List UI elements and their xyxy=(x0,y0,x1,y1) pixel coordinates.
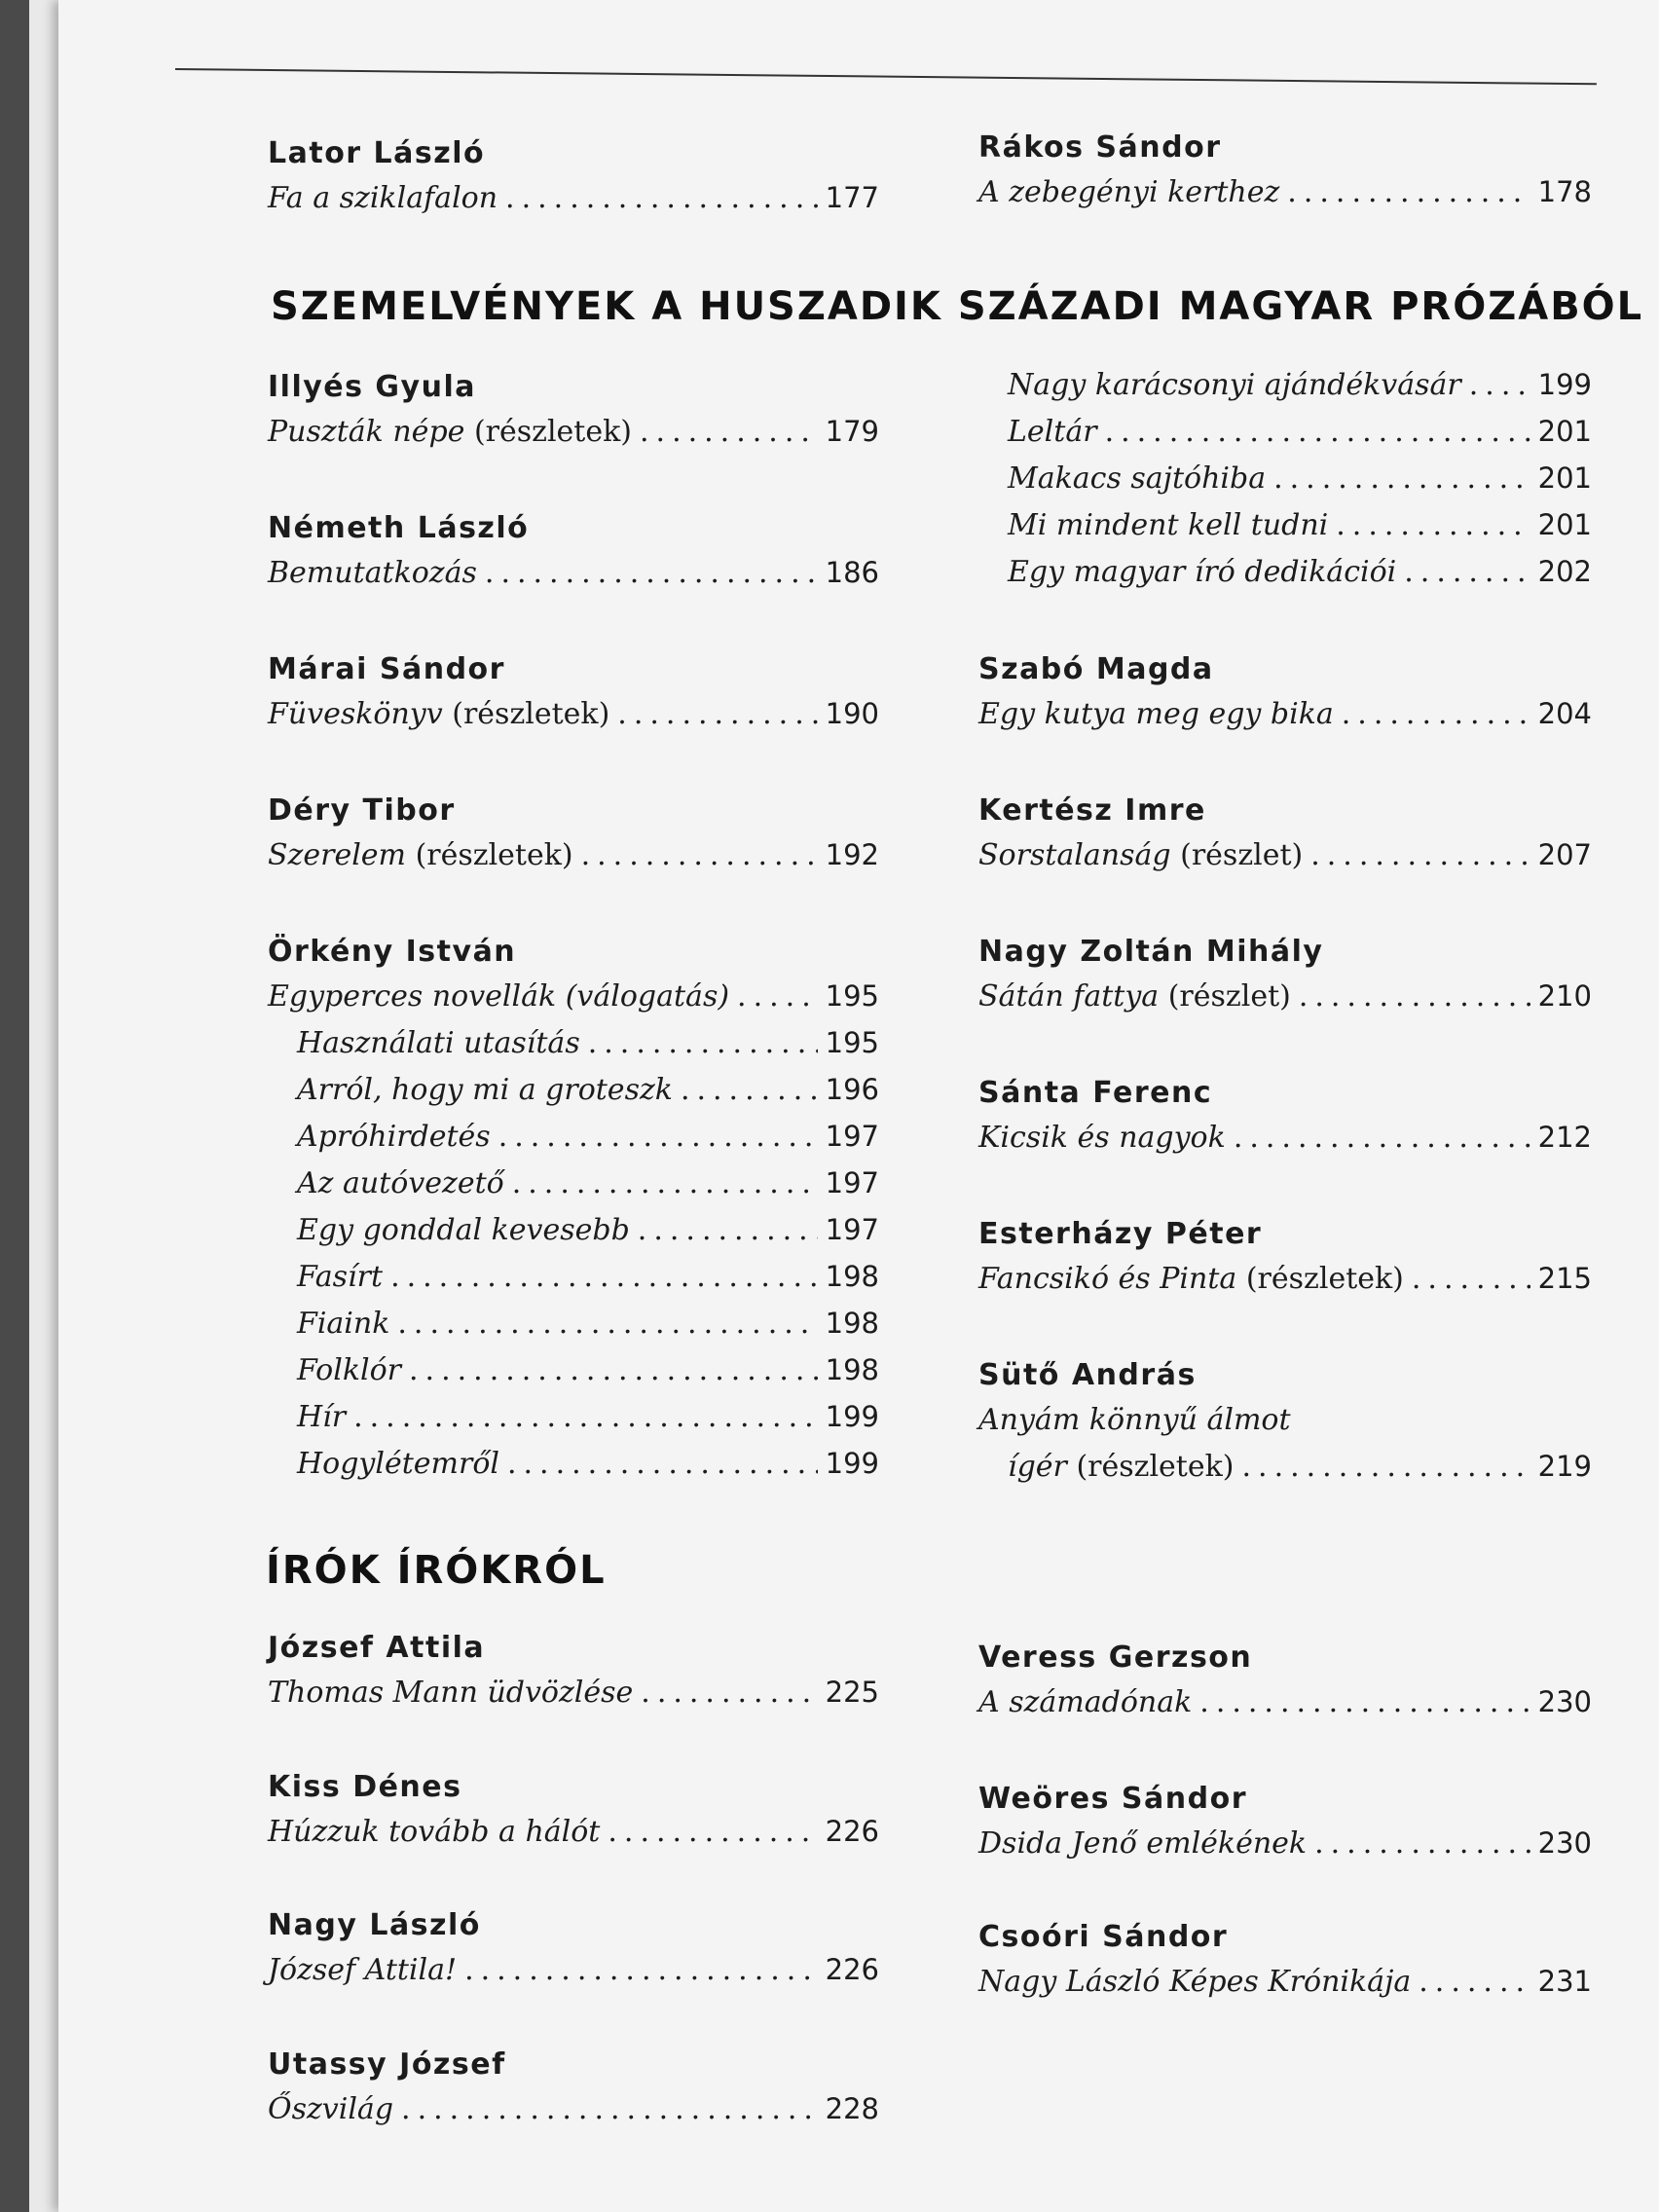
dot-leader xyxy=(498,1120,818,1154)
dot-leader xyxy=(505,181,818,215)
page-number: 231 xyxy=(1537,1965,1592,1998)
toc-subentry xyxy=(1008,461,1592,504)
entry-title: Sorstalanság xyxy=(978,838,1171,872)
dot-leader xyxy=(1105,415,1530,449)
entry-note: (részletek) xyxy=(1245,1262,1404,1296)
dot-leader xyxy=(1242,1450,1530,1484)
dot-leader xyxy=(737,979,818,1014)
toc-entry xyxy=(268,838,879,881)
toc-subentry xyxy=(297,1400,879,1443)
entry-title: József Attila! xyxy=(268,1953,458,1987)
toc-entry xyxy=(978,697,1592,740)
toc-entry xyxy=(268,181,879,224)
page-number: 198 xyxy=(825,1307,879,1340)
entry-title: Dsida Jenő emlékének xyxy=(978,1826,1308,1861)
entry-title: Nagy karácsonyi ajándékvásár xyxy=(1008,368,1461,402)
author-name: Veress Gerzson xyxy=(978,1641,1253,1675)
page-number: 228 xyxy=(825,2092,879,2125)
author-name: Utassy József xyxy=(268,2047,506,2082)
toc-entry xyxy=(268,556,879,599)
dot-leader xyxy=(1199,1685,1530,1719)
toc-entry-line1 xyxy=(978,1403,1592,1446)
dot-leader xyxy=(1469,368,1530,402)
page-number: 199 xyxy=(825,1400,879,1433)
page-number: 199 xyxy=(1537,368,1592,401)
page-number: 226 xyxy=(825,1815,879,1848)
page-number: 204 xyxy=(1537,697,1592,730)
page-number: 201 xyxy=(1537,461,1592,495)
toc-subentry xyxy=(297,1260,879,1303)
dot-leader xyxy=(640,415,818,449)
entry-note: (részletek) xyxy=(452,697,610,731)
dot-leader xyxy=(507,1447,818,1481)
entry-title: Fiaink xyxy=(297,1307,390,1341)
page-number: 198 xyxy=(825,1353,879,1386)
toc-subentry xyxy=(297,1307,879,1349)
page-number: 199 xyxy=(825,1447,879,1480)
toc-subentry xyxy=(1008,368,1592,411)
page-number: 195 xyxy=(825,1026,879,1059)
entry-note: (részletek) xyxy=(1076,1450,1235,1484)
entry-title: Szerelem xyxy=(268,838,407,872)
entry-title: Makacs sajtóhiba xyxy=(1008,461,1267,496)
entry-title: Hogylétemről xyxy=(297,1447,499,1481)
entry-title: Egy kutya meg egy bika xyxy=(978,697,1334,731)
dot-leader xyxy=(512,1166,818,1200)
toc-subentry xyxy=(1008,415,1592,458)
entry-title: Fancsikó és Pinta xyxy=(978,1262,1237,1296)
toc-entry xyxy=(978,175,1592,218)
entry-title: Thomas Mann üdvözlése xyxy=(268,1676,634,1710)
dot-leader xyxy=(608,1815,817,1849)
entry-title: Mi mindent kell tudni xyxy=(1008,508,1329,542)
entry-title: Fasírt xyxy=(297,1260,384,1294)
author-name: Nagy László xyxy=(268,1908,481,1942)
entry-title: A zebegényi kerthez xyxy=(978,175,1280,209)
dot-leader xyxy=(1404,555,1530,589)
dot-leader xyxy=(581,838,818,872)
page-number: 197 xyxy=(825,1213,879,1246)
page-number: 192 xyxy=(825,838,879,871)
page-number: 201 xyxy=(1537,508,1592,541)
page-number: 190 xyxy=(825,697,879,730)
author-name: Déry Tibor xyxy=(268,793,456,828)
dot-leader xyxy=(464,1953,818,1987)
entry-title: Füveskönyv xyxy=(268,697,443,731)
entry-title: Kicsik és nagyok xyxy=(978,1121,1226,1155)
dot-leader xyxy=(1299,979,1530,1014)
toc-entry xyxy=(268,697,879,740)
page-number: 230 xyxy=(1537,1826,1592,1860)
entry-title: Egy gonddal kevesebb xyxy=(297,1213,630,1247)
page-number: 225 xyxy=(825,1676,879,1709)
entry-title: Anyám könnyű álmot xyxy=(978,1403,1291,1437)
author-name: Kertész Imre xyxy=(978,793,1206,828)
entry-title: Arról, hogy mi a groteszk xyxy=(297,1073,673,1107)
dot-leader xyxy=(390,1260,818,1294)
toc-subentry xyxy=(297,1353,879,1396)
entry-title: Folklór xyxy=(297,1353,402,1387)
page-number: 212 xyxy=(1537,1121,1592,1154)
entry-title: Húzzuk tovább a hálót xyxy=(268,1815,601,1849)
dot-leader xyxy=(641,1676,817,1710)
author-name: Rákos Sándor xyxy=(978,130,1222,165)
toc-entry xyxy=(978,1965,1592,2008)
page-number: 197 xyxy=(825,1166,879,1199)
author-name: Márai Sándor xyxy=(268,652,505,686)
page-number: 226 xyxy=(825,1953,879,1986)
toc-entry xyxy=(268,979,879,1022)
author-name: Sánta Ferenc xyxy=(978,1076,1213,1110)
entry-title: Fa a sziklafalon xyxy=(268,181,498,215)
toc-continued-list xyxy=(1008,368,1592,611)
page-number: 207 xyxy=(1537,838,1592,871)
toc-subentry xyxy=(1008,508,1592,551)
toc-subentry xyxy=(297,1120,879,1162)
dot-leader xyxy=(588,1026,818,1060)
page-number: 197 xyxy=(825,1120,879,1153)
page-number: 177 xyxy=(825,181,879,214)
entry-title: Egy magyar író dedikációi xyxy=(1008,555,1397,589)
dot-leader xyxy=(353,1400,818,1434)
toc-subentry xyxy=(1008,555,1592,598)
toc-entry xyxy=(978,1685,1592,1728)
entry-note: (részlet) xyxy=(1180,838,1304,872)
page-number: 178 xyxy=(1537,175,1592,208)
dot-leader xyxy=(401,2092,818,2126)
dot-leader xyxy=(1314,1826,1530,1861)
toc-subentry xyxy=(297,1166,879,1209)
author-name: Weöres Sándor xyxy=(978,1782,1248,1816)
entry-note: (részletek) xyxy=(473,415,632,449)
author-name: Esterházy Péter xyxy=(978,1217,1263,1251)
entry-title: Nagy László Képes Krónikája xyxy=(978,1965,1412,1999)
author-name: Sütő András xyxy=(978,1358,1197,1392)
section-heading-prose: SZEMELVÉNYEK A HUSZADIK SZÁZADI MAGYAR PRÓZÁBÓL xyxy=(271,284,1644,329)
dot-leader xyxy=(485,556,818,590)
toc-entry xyxy=(268,2092,879,2135)
toc-entry xyxy=(268,1953,879,1996)
toc-subentry xyxy=(297,1073,879,1116)
toc-entry xyxy=(978,979,1592,1022)
dot-leader xyxy=(1336,508,1530,542)
page-number: 196 xyxy=(825,1073,879,1106)
entry-title: Sátán fattya xyxy=(978,979,1160,1014)
dot-leader xyxy=(409,1353,818,1387)
dot-leader xyxy=(397,1307,817,1341)
dot-leader xyxy=(638,1213,818,1247)
author-name: József Attila xyxy=(268,1631,486,1665)
dot-leader xyxy=(1310,838,1530,872)
entry-title: A számadónak xyxy=(978,1685,1193,1719)
author-name: Szabó Magda xyxy=(978,652,1214,686)
author-name: Csoóri Sándor xyxy=(978,1920,1229,1954)
page-number: 186 xyxy=(825,556,879,589)
toc-entry xyxy=(978,1121,1592,1163)
page-number: 202 xyxy=(1537,555,1592,588)
toc-entry xyxy=(268,1815,879,1858)
toc-subentry xyxy=(297,1213,879,1256)
page-number: 215 xyxy=(1537,1262,1592,1295)
dot-leader xyxy=(1287,175,1530,209)
page-number: 201 xyxy=(1537,415,1592,448)
entry-note: (részletek) xyxy=(415,838,573,872)
toc-group-orkeny xyxy=(268,935,879,1490)
author-name: Illyés Gyula xyxy=(268,370,476,404)
dot-leader xyxy=(1419,1965,1530,1999)
entry-title: Az autóvezető xyxy=(297,1166,504,1200)
toc-entry xyxy=(268,1676,879,1718)
entry-title: Őszvilág xyxy=(268,2092,394,2126)
toc-subentry xyxy=(297,1447,879,1490)
author-name: Kiss Dénes xyxy=(268,1770,462,1804)
dot-leader xyxy=(1273,461,1530,496)
toc-entry xyxy=(978,838,1592,881)
author-name: Németh László xyxy=(268,511,530,545)
dot-leader xyxy=(1234,1121,1530,1155)
toc-entry xyxy=(978,1262,1592,1305)
page-number: 230 xyxy=(1537,1685,1592,1718)
toc-entry xyxy=(978,1826,1592,1869)
page-number: 219 xyxy=(1537,1450,1592,1483)
dot-leader xyxy=(681,1073,818,1107)
entry-title: Apróhirdetés xyxy=(297,1120,491,1154)
section-heading-writers: ÍRÓK ÍRÓKRÓL xyxy=(266,1548,607,1593)
entry-title: Hír xyxy=(297,1400,347,1434)
dot-leader xyxy=(1412,1262,1530,1296)
entry-title: Bemutatkozás xyxy=(268,556,477,590)
page-number: 210 xyxy=(1537,979,1592,1013)
entry-note: (részlet) xyxy=(1167,979,1291,1014)
author-name: Lator László xyxy=(268,136,486,170)
author-name: Örkény István xyxy=(268,935,517,969)
entry-title: Leltár xyxy=(1008,415,1097,449)
entry-title: Használati utasítás xyxy=(297,1026,580,1060)
toc-entry xyxy=(268,415,879,458)
author-name: Nagy Zoltán Mihály xyxy=(978,935,1324,969)
toc-subentry xyxy=(297,1026,879,1069)
toc-entry-line2 xyxy=(1008,1450,1592,1493)
page-number: 195 xyxy=(825,979,879,1013)
entry-title: ígér xyxy=(1008,1450,1067,1484)
dot-leader xyxy=(617,697,817,731)
dot-leader xyxy=(1342,697,1530,731)
page-number: 198 xyxy=(825,1260,879,1293)
page-number: 179 xyxy=(825,415,879,448)
entry-title: Puszták népe xyxy=(268,415,465,449)
entry-title: Egyperces novellák (válogatás) xyxy=(268,979,730,1014)
